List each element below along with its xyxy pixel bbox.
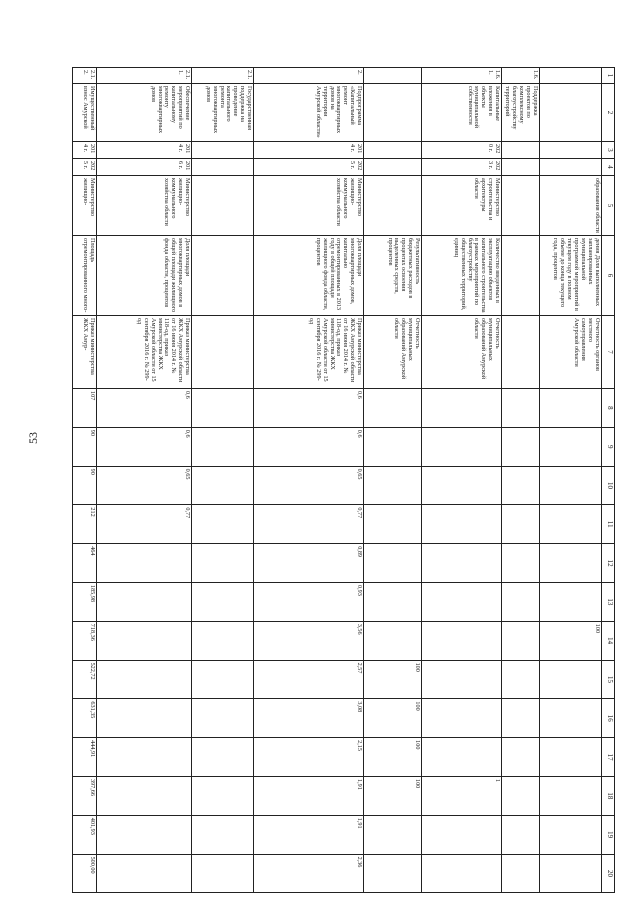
start-year: 2014 г. [97,142,192,159]
column-number: 2 [602,84,615,142]
table-row [502,68,540,893]
indicator-value: 1 [422,776,502,815]
indicator-value [364,854,422,893]
indicator-value: 0,6 [254,389,364,428]
indicator-value [192,544,254,583]
indicator-value: 3,56 [254,621,364,660]
indicator-value [502,815,540,854]
start-year [540,142,602,159]
column-number: 6 [602,236,615,316]
table-row [254,68,364,893]
indicator-value [364,389,422,428]
measure-name: Обеспечение мероприятий по капитальному ремонту многоквартирных домов [97,84,192,142]
column-number: 8 [602,389,615,428]
indicator-value [502,738,540,777]
indicator-table [72,67,615,893]
column-number: 9 [602,427,615,466]
indicator-value: 444,91 [73,738,97,777]
column-number: 17 [602,738,615,777]
indicator-value [192,738,254,777]
indicator-value [540,699,602,738]
indicator-value [422,815,502,854]
indicator-value [364,505,422,544]
indicator-value [192,660,254,699]
indicator-value [97,776,192,815]
column-number: 14 [602,621,615,660]
indicator-value: 522,72 [73,660,97,699]
responsible-executor: образования области [540,176,602,236]
column-number: 20 [602,854,615,893]
indicator-value [502,544,540,583]
row-number: 2.1. [192,68,254,84]
measure-name [364,84,422,142]
indicator-value [97,738,192,777]
indicator-name [192,236,254,316]
responsible-executor: Министерство жилищно-коммунального хозяйства области [254,176,364,236]
indicator-value: 0,6 [254,427,364,466]
indicator-value [422,466,502,505]
indicator-value: 100 [364,699,422,738]
end-year [540,159,602,176]
row-number [540,68,602,84]
indicator-value [364,582,422,621]
document-page [82,67,615,893]
indicator-value: 107 [73,389,97,428]
end-year [502,159,540,176]
indicator-value: 401,93 [73,815,97,854]
indicator-value: 464 [73,544,97,583]
column-number: 16 [602,699,615,738]
indicator-value [364,815,422,854]
measure-name [540,84,602,142]
indicator-value [422,544,502,583]
indicator-value [97,854,192,893]
row-number: 2.1.1. [97,68,192,84]
responsible-executor [192,176,254,236]
data-source: Отчетность муниципальных образований Амурской области [364,316,422,389]
indicator-value: 1,91 [254,776,364,815]
responsible-executor: Министерство жилищно- [73,176,97,236]
end-year: 2025 г. [73,159,97,176]
column-number: 7 [602,316,615,389]
page-number: 53 [26,432,40,444]
indicator-value [192,505,254,544]
indicator-value: 0,6 [97,389,192,428]
indicator-value [502,389,540,428]
indicator-value [502,699,540,738]
indicator-value: 100 [364,738,422,777]
indicator-value [540,466,602,505]
indicator-value [422,505,502,544]
indicator-value [540,815,602,854]
indicator-value [502,427,540,466]
indicator-value [540,738,602,777]
indicator-value: 397,66 [73,776,97,815]
column-number: 18 [602,776,615,815]
indicator-value [540,660,602,699]
indicator-value [192,466,254,505]
indicator-value [502,505,540,544]
indicator-value [540,427,602,466]
data-source: Приказ министерства ЖКХ Амур- [73,316,97,389]
table-row [73,68,97,893]
indicator-value [97,660,192,699]
column-number: 15 [602,660,615,699]
row-number: 2. [254,68,364,84]
indicator-value [192,427,254,466]
responsible-executor [502,176,540,236]
indicator-value [192,776,254,815]
indicator-value: 3,08 [254,699,364,738]
measure-name: Государственная поддержка на проведение капитального ремонта многоквартирных домов [192,84,254,142]
indicator-value: 718,36 [73,621,97,660]
indicator-value [540,776,602,815]
indicator-value: 212 [73,505,97,544]
indicator-value: 0,6 [97,427,192,466]
measure-name: Капитальные вложения в объекты муниципальной собственности [422,84,502,142]
start-year: 2020 г. [422,142,502,159]
table-header-row [602,68,615,893]
indicator-value: 0,77 [254,505,364,544]
indicator-name: дения Доля выполненных запланированных муниципальной программой мероприятий в текущем году в полном объеме до конца текущего года, процентов [540,236,602,316]
column-number: 3 [602,142,615,159]
column-number: 1 [602,68,615,84]
indicator-value [192,815,254,854]
indicator-value [422,699,502,738]
indicator-value: 2,57 [254,660,364,699]
indicator-value [422,621,502,660]
indicator-value [192,699,254,738]
indicator-value [364,427,422,466]
measure-name: Подпрограмма «Капитальный ремонт многоквартирных домов на территории Амурской области» [254,84,364,142]
measure-name: Поддержка проектов по комплексному благоустройству территорий [502,84,540,142]
indicator-name: Результативность бюджетных расходов в процентах освоения выделенных средств, процентов [364,236,422,316]
indicator-value [540,389,602,428]
column-number: 5 [602,176,615,236]
indicator-value: 100 [364,660,422,699]
indicator-name: Количество введенных в эксплуатацию объектов капитального строительства в рамках мероприятий по благоустройству общественных территорий, единиц [422,236,502,316]
indicator-value [192,854,254,893]
end-year: 2023 г. [422,159,502,176]
indicator-value: 90 [73,427,97,466]
data-source [502,316,540,389]
column-number: 11 [602,505,615,544]
indicator-value [422,389,502,428]
indicator-value [97,544,192,583]
end-year: 2016 г. [97,159,192,176]
row-number: 1.6. [502,68,540,84]
data-source: Приказ министерства ЖКХ Амурской области от 16 июня 2014 г. № 118-од, приказ министерства ЖКХ Амурской области от 15 сентября 2016 г. № 299-од [97,316,192,389]
responsible-executor: Министерство строительства и архитектуры области [422,176,502,236]
indicator-value [97,621,192,660]
indicator-name: Доля площади многоквартирных домов в общей площади жилищного фонда области, процентов [97,236,192,316]
indicator-value: 2,36 [254,854,364,893]
indicator-name: Площадь отремонтированного много- [73,236,97,316]
indicator-value [422,660,502,699]
indicator-value: 631,35 [73,699,97,738]
table-row [192,68,254,893]
data-source: Отчетность органов местного самоуправления Амурской области [540,316,602,389]
indicator-value: 1,91 [254,815,364,854]
table-row [364,68,422,893]
indicator-value [192,582,254,621]
table-row [540,68,602,893]
indicator-value [502,621,540,660]
indicator-value [192,621,254,660]
indicator-value [364,544,422,583]
end-year [192,159,254,176]
start-year: 2014 г. [254,142,364,159]
indicator-name [502,236,540,316]
responsible-executor [364,176,422,236]
indicator-value: 90 [73,466,97,505]
indicator-name: Доля площади многоквартирных домов, капитально отремонтированных в 2013 году в общей площади жилищного фонда области, процентов [254,236,364,316]
start-year [192,142,254,159]
table-row [422,68,502,893]
indicator-value [540,854,602,893]
indicator-value [422,854,502,893]
row-number: 1.6.1. [422,68,502,84]
column-number: 10 [602,466,615,505]
end-year [364,159,422,176]
indicator-value [422,427,502,466]
column-number: 12 [602,544,615,583]
indicator-value [97,815,192,854]
data-source: Приказ министерства ЖКХ Амурской области от 16 июня 2014 г. № 118-од, приказ министерства ЖКХ Амурской области от 15 сентября 2016 г. № 299-од [254,316,364,389]
row-number [364,68,422,84]
indicator-value [502,582,540,621]
indicator-value [502,854,540,893]
indicator-value: 2,15 [254,738,364,777]
end-year: 2025 г. [254,159,364,176]
indicator-value: 500,00 [73,854,97,893]
row-number: 2.1.2. [73,68,97,84]
indicator-value [540,544,602,583]
indicator-value [364,621,422,660]
indicator-value [422,738,502,777]
indicator-value [364,466,422,505]
table-row [97,68,192,893]
data-source: Отчетность муниципальных образований Амурской области [422,316,502,389]
column-number: 19 [602,815,615,854]
indicator-value: 100 [364,776,422,815]
indicator-value [97,699,192,738]
measure-name: Имущественный взнос Амурской [73,84,97,142]
indicator-value [502,660,540,699]
start-year [364,142,422,159]
column-number: 13 [602,582,615,621]
indicator-value [422,582,502,621]
indicator-value: 0,93 [254,582,364,621]
start-year [502,142,540,159]
responsible-executor: Министерство жилищно-коммунального хозяйства области [97,176,192,236]
start-year: 2014 г. [73,142,97,159]
indicator-value [192,389,254,428]
indicator-value [540,505,602,544]
column-number: 4 [602,159,615,176]
indicator-value [97,582,192,621]
indicator-value: 0,65 [97,466,192,505]
data-source [192,316,254,389]
indicator-value: 0,89 [254,544,364,583]
indicator-value: 100 [540,621,602,660]
indicator-value: 0,77 [97,505,192,544]
indicator-value: 185,98 [73,582,97,621]
indicator-value [502,776,540,815]
indicator-value: 0,65 [254,466,364,505]
indicator-value [502,466,540,505]
indicator-value [540,582,602,621]
